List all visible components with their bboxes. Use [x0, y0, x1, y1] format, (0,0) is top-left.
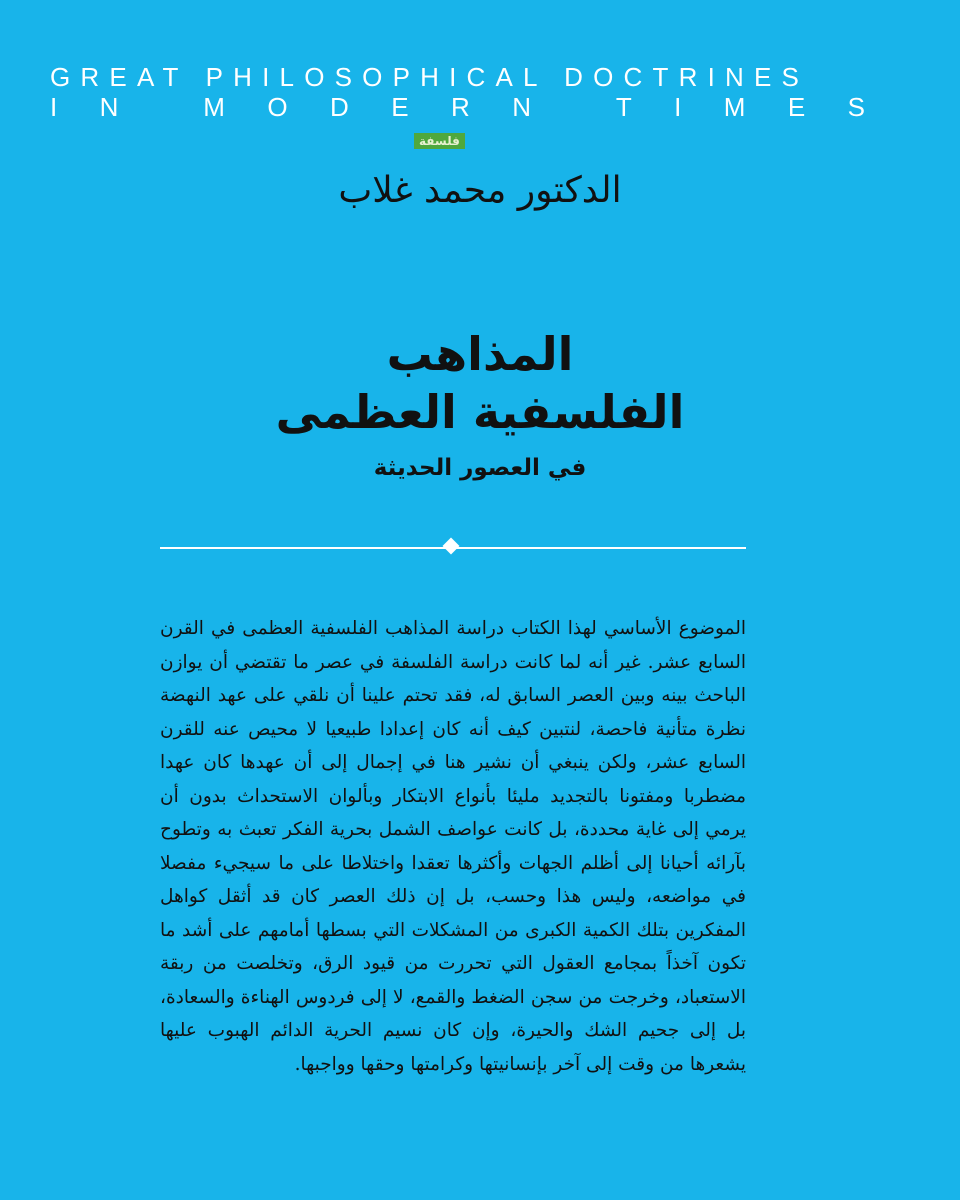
- english-title-letter: N: [99, 92, 119, 122]
- english-title-line-1: GREAT PHILOSOPHICAL DOCTRINES: [50, 62, 810, 92]
- english-title-letter: M: [723, 92, 746, 122]
- english-title: [50, 62, 865, 122]
- english-title-letter: E: [391, 92, 409, 122]
- divider-diamond-icon: [443, 538, 460, 555]
- author-name: الدكتور محمد غلاب: [338, 170, 622, 211]
- english-title-letter: M: [203, 92, 225, 122]
- back-cover-blurb: الموضوع الأساسي لهذا الكتاب دراسة المذاهب الفلسفية العظمى في القرن السابع عشر. غير أنه لما كانت دراسة الفلسفة في عصر ما تقتضي أن يوازن الباحث بينه وبين العصر السابق له، فقد تحتم علينا أن نلقي على عهد النهضة نظرة متأنية فاحصة، لنتبين كيف أنه كان إعدادا طبيعيا لا محيص عنه للقرن السابع عشر، ولكن ينبغي أن نشير هنا في إجمال إلى أن عهدها كان عهدا مضطربا ومفتونا بالتجديد مليئا بأنواع الابتكار وبألوان الاستحداث بدون أن يرمي إلى غاية محددة، بل كانت عواصف الشمل بحرية الفكر تعبث به وتطوح بآرائه أحيانا إلى أظلم الجهات وأكثرها تعقدا واختلاطا على ما سيجيء مفصلا في مواضعه، وليس هذا وحسب، بل إن ذلك العصر كان قد أثقل كواهل المفكرين بتلك الكمية الكبرى من المشكلات التي بسطها أمامهم على أشد ما تكون آخذاً بمجامع العقول التي تحررت من قيود الرق، وتخلصت من ربقة الاستعباد، وخرجت من سجن الضغط والقمع، لا إلى فردوس الهناءة والسعادة، بل إلى جحيم الشك والحيرة، وإن كان نسيم الحرية الدائم الهبوب عليها يشعرها من وقت إلى آخر بإنسانيتها وكرامتها وحقها وواجبها.: [160, 618, 746, 1075]
- english-title-letter: I: [674, 92, 682, 122]
- english-title-letter: O: [267, 92, 288, 122]
- english-title-letter: D: [330, 92, 349, 122]
- title-subtitle: في العصور الحديثة: [373, 455, 587, 481]
- english-title-letter: T: [615, 92, 632, 122]
- english-title-line-2: [50, 92, 865, 122]
- series-badge: فلسفة: [414, 133, 465, 149]
- english-title-letter: I: [50, 92, 58, 122]
- english-title-letter: R: [451, 92, 470, 122]
- book-title: [0, 325, 960, 481]
- english-title-letter: E: [787, 92, 806, 122]
- title-line-2: الفلسفية العظمى: [275, 385, 685, 439]
- title-line-1: المذاهب: [386, 327, 574, 381]
- english-title-letter: S: [847, 92, 865, 122]
- english-title-letter: N: [512, 92, 531, 122]
